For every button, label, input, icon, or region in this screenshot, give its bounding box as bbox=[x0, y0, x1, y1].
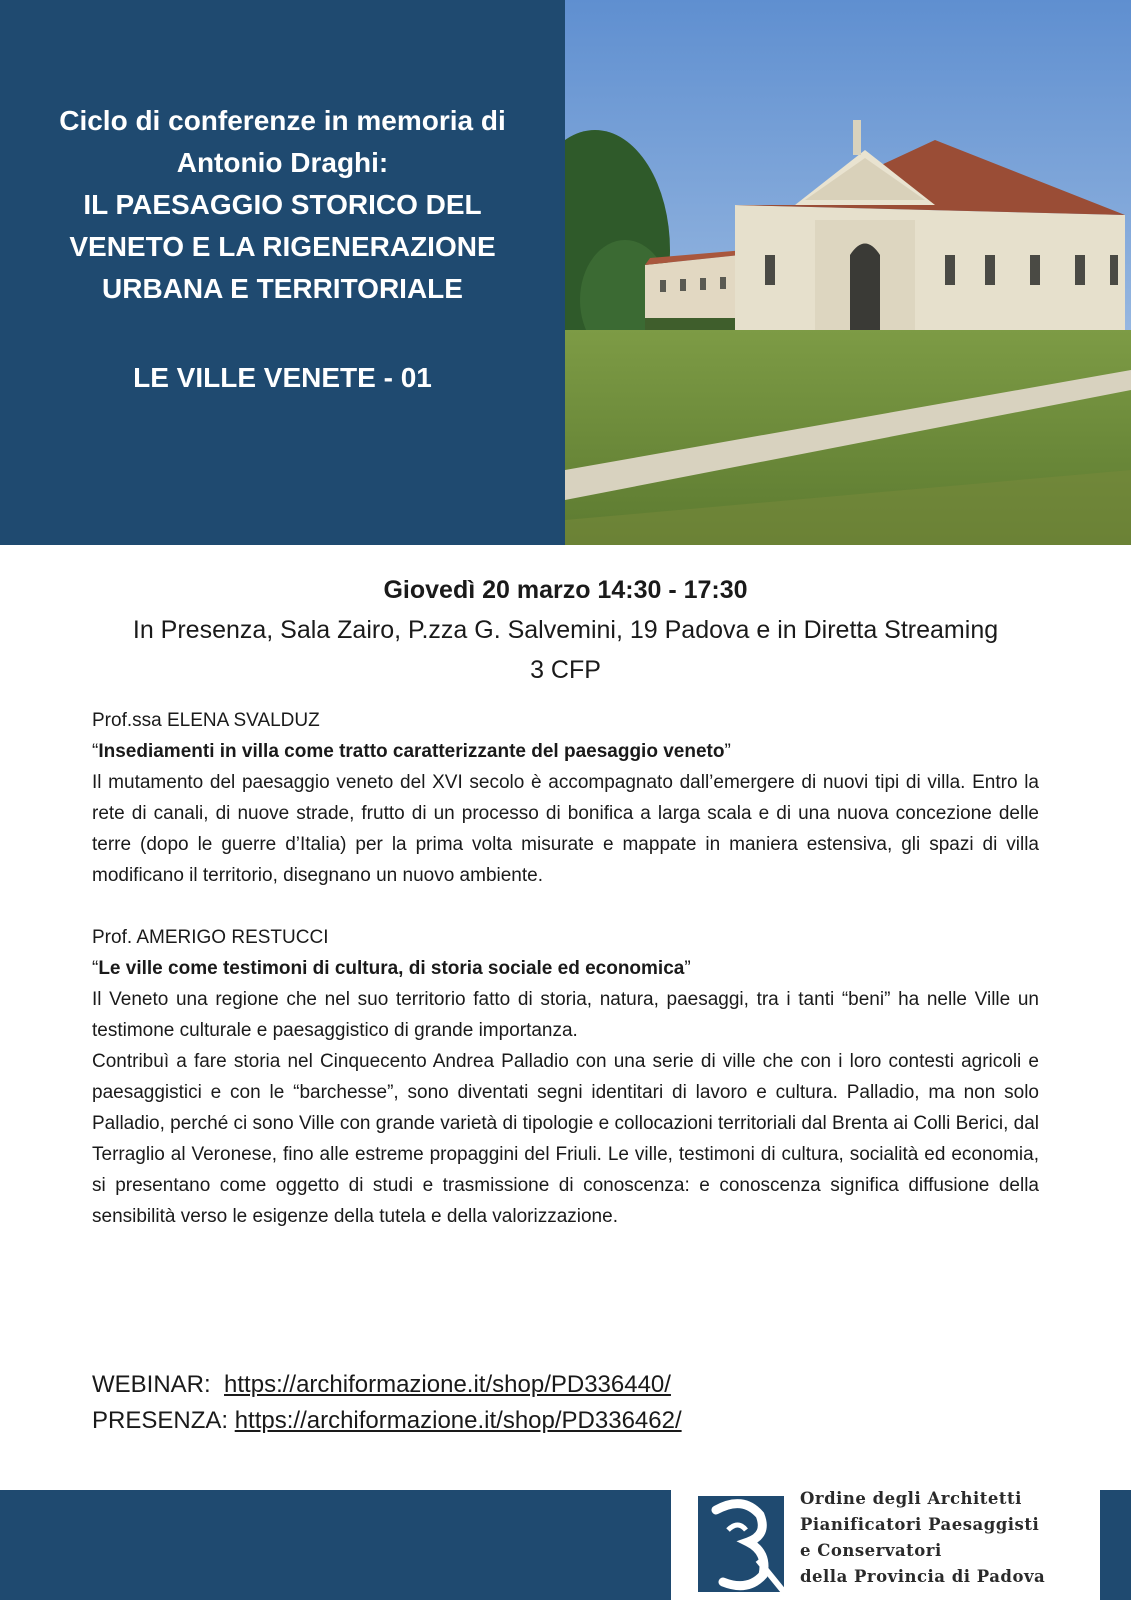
org-name-line: Pianificatori Paesaggisti bbox=[800, 1515, 1040, 1534]
title-line: Antonio Draghi: bbox=[176, 147, 389, 178]
webinar-link[interactable]: https://archiformazione.it/shop/PD336440/ bbox=[224, 1371, 671, 1398]
event-date: Giovedì 20 marzo 14:30 - 17:30 bbox=[383, 576, 748, 604]
webinar-label: WEBINAR: bbox=[92, 1371, 211, 1398]
talk-title-text: Le ville come testimoni di cultura, di storia sociale ed economica bbox=[98, 958, 685, 979]
presenza-label: PRESENZA: bbox=[92, 1407, 229, 1434]
talk-speaker: Prof. AMERIGO RESTUCCI bbox=[92, 927, 329, 948]
presenza-row bbox=[92, 1403, 682, 1439]
talk-item bbox=[92, 705, 1039, 891]
villa-photo bbox=[565, 0, 1131, 545]
title-line: Ciclo di conferenze in memoria di bbox=[59, 105, 506, 136]
talks-list bbox=[92, 705, 1039, 1263]
talk-speaker: Prof.ssa ELENA SVALDUZ bbox=[92, 710, 320, 731]
org-name-line: della Provincia di Padova bbox=[800, 1567, 1046, 1586]
presenza-link[interactable]: https://archiformazione.it/shop/PD336462/ bbox=[234, 1407, 682, 1434]
title-line: VENETO E LA RIGENERAZIONE bbox=[69, 231, 496, 262]
footer-band bbox=[0, 1490, 671, 1600]
org-name-line: e Conservatori bbox=[800, 1541, 942, 1560]
talk-title-text: Insediamenti in villa come tratto caratterizzante del paesaggio veneto bbox=[98, 741, 725, 762]
registration-links bbox=[92, 1367, 682, 1439]
talk-abstract: Il mutamento del paesaggio veneto del XVI secolo è accompagnato dall’emergere di nuovi tipi di villa. Entro la rete di canali, di nuove strade, frutto di un processo di bonifica a larga scala e di una nuova concezione delle terre (dopo le guerre d’Italia) per la prima volta misurate e mappate in maniera estensiva, gli spazi di villa modificano il territorio, disegnano un nuovo ambiente. bbox=[92, 772, 1039, 886]
talk-abstract: Il Veneto una regione che nel suo territorio fatto di storia, natura, paesaggi, tra i tanti “beni” ha nelle Ville un testimone culturale e paesaggistico di grande importanza. bbox=[92, 989, 1039, 1041]
talk-title: “Le ville come testimoni di cultura, di storia sociale ed economica” bbox=[92, 958, 691, 979]
header-panel bbox=[0, 0, 565, 545]
org-name bbox=[800, 1486, 1045, 1590]
villa-illustration bbox=[565, 0, 1131, 545]
title-line: IL PAESAGGIO STORICO DEL bbox=[83, 189, 482, 220]
event-credits: 3 CFP bbox=[530, 656, 601, 684]
order-logo-icon bbox=[698, 1490, 790, 1600]
title-line: URBANA E TERRITORIALE bbox=[102, 273, 463, 304]
event-info bbox=[0, 570, 1131, 690]
footer-band-right bbox=[1100, 1490, 1131, 1600]
org-name-line: Ordine degli Architetti bbox=[800, 1489, 1022, 1508]
webinar-row bbox=[92, 1367, 682, 1403]
talk-title: “Insediamenti in villa come tratto caratterizzante del paesaggio veneto” bbox=[92, 741, 731, 762]
conference-title bbox=[0, 100, 565, 310]
talk-abstract: Contribuì a fare storia nel Cinquecento Andrea Palladio con una serie di ville che con i loro contesti agricoli e paesaggistici e con le “barchesse”, sono diventati segni identitari di lavoro e cultura. Palladio, ma non solo Palladio, perché ci sono Ville con grande varietà di tipologie e collocazioni territoriali dal Brenta ai Colli Berici, dal Terraglio al Veronese, fino alle estreme propaggini del Friuli. Le ville, testimoni di cultura, socialità ed economia, si presentano come oggetto di studi e trasmissione di conoscenza: e conoscenza significa diffusione della sensibilità verso le esigenze della tutela e della valorizzazione. bbox=[92, 1051, 1039, 1227]
talk-item bbox=[92, 922, 1039, 1232]
series-subtitle: LE VILLE VENETE - 01 bbox=[133, 362, 432, 393]
event-location: In Presenza, Sala Zairo, P.zza G. Salvemini, 19 Padova e in Diretta Streaming bbox=[132, 616, 999, 644]
